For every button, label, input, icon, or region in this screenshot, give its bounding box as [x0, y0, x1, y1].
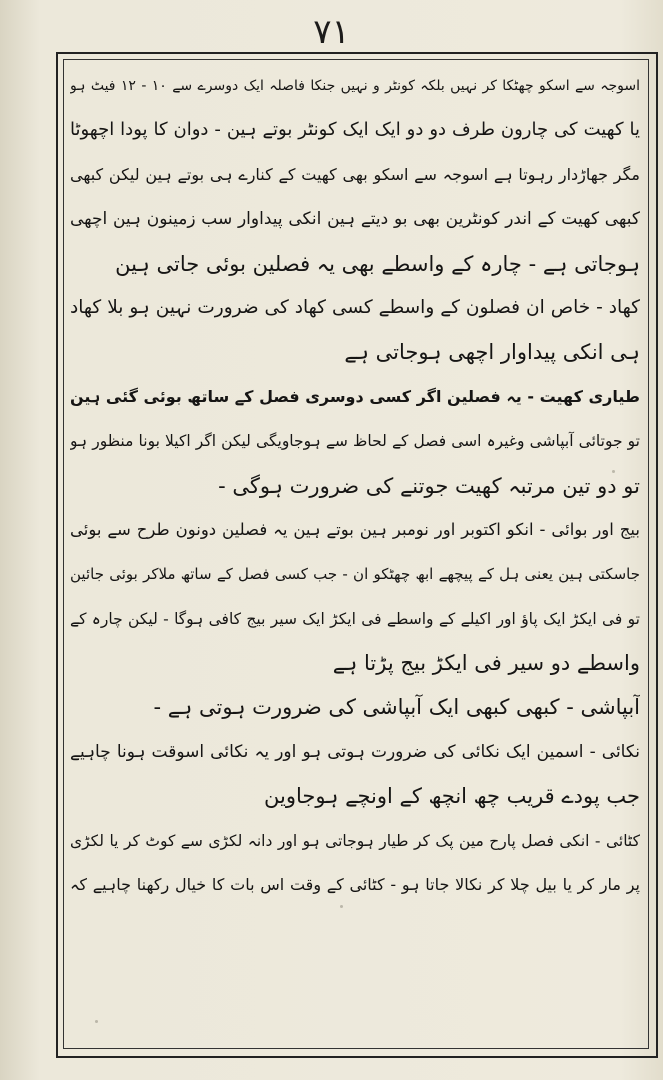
text-line-3: مگر جھاڑدار رہوتا ہے اسوجہ سے اسکو بھی کھیت کے کنارے ہی بوتے ہین لیکن کبھی	[70, 164, 640, 184]
urdu-text-body	[70, 64, 640, 1044]
text-line-1: اسوجہ سے اسکو چھٹکا کر نہیں بلکہ کونٹر و نہیں جنکا فاصلہ ایک دوسرے سے ١٠ - ١٢ فیٹ ہو	[70, 78, 640, 94]
text-line-2: یا کھیت کی چارون طرف دو دو ایک ایک کونٹر بوتے ہین - دوان کا پودا اچھوٹا	[70, 119, 640, 141]
text-line-16-nikai-heading: نکائی - اسمین ایک نکائی کی ضرورت ہوتی ہو اور یہ نکائی اسوقت ہونا چاہیے	[70, 741, 640, 762]
text-line-18-katai-heading: کٹائی - انکی فصل پارح مین پک کر طیار ہوجاتی ہو اور دانہ لکڑی سے کوٹ کر یا لکڑی	[70, 831, 640, 850]
paper-speck	[95, 1020, 98, 1023]
text-line-9: تو جوتائی آبپاشی وغیرہ اسی فصل کے لحاظ سے ہوجاویگی لیکن اگر اکیلا بونا منظور ہو	[70, 432, 640, 451]
text-line-5: ہوجاتی ہے - چارہ کے واسطے بھی یہ فصلین بوئی جاتی ہین	[115, 251, 640, 276]
text-line-15-abpashi-heading: آبپاشی - کبھی کبھی ایک آبپاشی کی ضرورت ہوتی ہے -	[153, 695, 640, 720]
text-line-14: واسطے دو سیر فی ایکڑ بیج پڑتا ہے	[332, 651, 640, 676]
text-line-10: تو دو تین مرتبہ کھیت جوتنے کی ضرورت ہوگی -	[218, 473, 640, 498]
text-line-17: جب پودے قریب چھ انچھ کے اونچے ہوجاوین	[263, 784, 640, 809]
text-line-12: جاسکتی ہین یعنی ہل کے پیچھے ابھ چھٹکو ان - جب کسی فصل کے ساتھ ملاکر بوئی جائین	[70, 565, 640, 584]
text-line-11-beej-heading: بیج اور بوائی - انکو اکتوبر اور نومبر ہین بوتے ہین یہ فصلین دونون طرح سے بوئی	[70, 519, 640, 539]
text-line-4: کبھی کھیت کے اندر کونٹرین بھی بو دیتے ہین انکی پیداوار سب زمینون ہین اچھی	[70, 209, 640, 230]
paper-speck	[340, 905, 343, 908]
text-line-8-tayyari-heading: طیاری کھیت - یہ فصلین اگر کسی دوسری فصل کے ساتھ بوئی گئی ہین	[70, 386, 640, 406]
text-line-6: کھاد - خاص ان فصلون کے واسطے کسی کھاد کی ضرورت نہین ہو بلا کھاد	[70, 296, 640, 318]
text-line-7: ہی انکی پیداوار اچھی ہوجاتی ہے	[344, 340, 640, 365]
text-line-13: تو فی ایکڑ ایک پاؤ اور اکیلے کے واسطے فی ایکڑ ایک سیر بیج کافی ہوگا - لیکن چارہ کے	[70, 609, 640, 628]
paper-speck	[612, 470, 615, 473]
page-number: ٧١	[313, 12, 350, 52]
text-line-19: پر مار کر یا بیل چلا کر نکالا جاتا ہو - کٹائی کے وقت اس بات کا خیال رکھنا چاہیے کہ	[70, 875, 640, 895]
